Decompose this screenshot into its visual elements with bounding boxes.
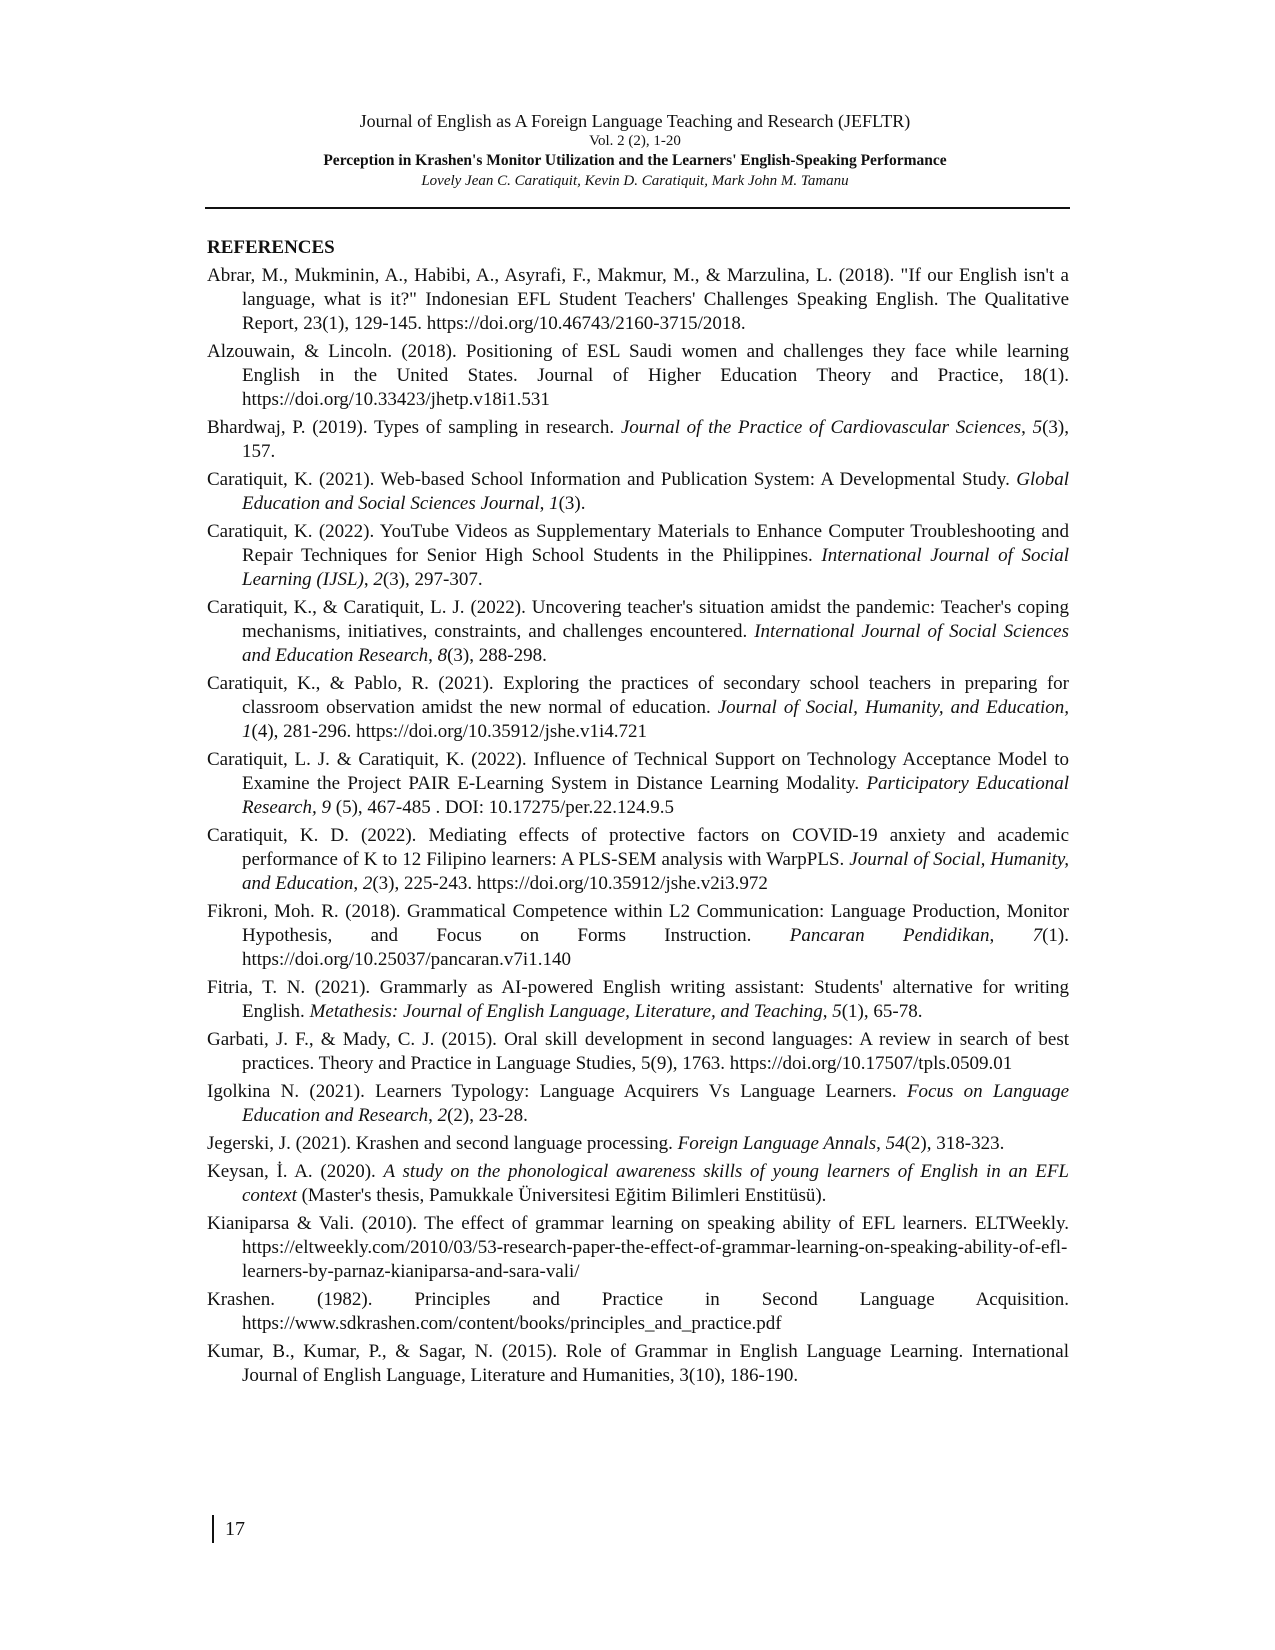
reference-text: , <box>353 873 363 894</box>
reference-text: Fikroni, Moh. R. (2018). Grammatical Competence within L2 Communication: Language Production, Monitor Hypothesis, and Focus on Forms Instruction. <box>207 901 1069 946</box>
reference-text: Keysan, İ. A. (2020). <box>207 1161 384 1182</box>
reference-entry <box>207 520 1069 592</box>
reference-text: (3), 225-243. https://doi.org/10.35912/jshe.v2i3.972 <box>372 873 768 894</box>
reference-text: , <box>822 1001 833 1022</box>
reference-entry <box>207 1212 1069 1284</box>
running-header <box>205 110 1065 191</box>
reference-text: , <box>876 1133 886 1154</box>
reference-italic-text: 7 <box>1032 925 1043 946</box>
reference-text: (3), 288-298. <box>447 645 547 666</box>
reference-entry <box>207 672 1069 744</box>
reference-entry <box>207 1132 1069 1156</box>
reference-italic-text: 54 <box>885 1133 905 1154</box>
reference-text: (3), 157. <box>242 417 1070 462</box>
reference-text: (3), 297-307. <box>382 569 483 590</box>
reference-text: Kianiparsa & Vali. (2010). The effect of grammar learning on speaking ability of EFL learners. ELTWeekly. https://eltweekly.com/2010/03/53-research-paper-the-effect-of-grammar-learning-on-speaking-ability-of-efl-learners-by-parnaz-kianiparsa-and-sara-vali/ <box>207 1213 1069 1282</box>
reference-text: (4), 281-296. https://doi.org/10.35912/jshe.v1i4.721 <box>251 721 647 742</box>
volume-info: Vol. 2 (2), 1-20 <box>589 133 681 149</box>
reference-text: Caratiquit, K., & Pablo, R. (2021). Exploring the practices of secondary school teachers in preparing for classroom observation amidst the new normal of education. <box>207 673 1069 718</box>
reference-entry <box>207 468 1069 516</box>
reference-entry <box>207 1160 1069 1208</box>
reference-text: (1). https://doi.org/10.25037/pancaran.v7i1.140 <box>242 925 1070 970</box>
reference-entry <box>207 900 1069 972</box>
reference-italic-text: Focus on Language Education and Research <box>242 1081 1069 1126</box>
reference-italic-text: 2 <box>362 873 373 894</box>
reference-italic-text: A study on the phonological awareness skills of young learners of English in an EFL context <box>242 1161 1069 1206</box>
reference-text: Caratiquit, L. J. & Caratiquit, K. (2022). Influence of Technical Support on Technology Acceptance Model to Examine the Project PAIR E-Learning System in Distance Learning Modality. <box>207 749 1069 794</box>
reference-text: Caratiquit, K. (2022). YouTube Videos as Supplementary Materials to Enhance Computer Troubleshooting and Repair Techniques for Senior High School Students in the Philippines. <box>207 521 1069 566</box>
reference-text: Igolkina N. (2021). Learners Typology: Language Acquirers Vs Language Learners. <box>207 1081 907 1102</box>
references-heading: REFERENCES <box>207 237 335 258</box>
reference-text: (3). <box>558 493 586 514</box>
reference-text: Kumar, B., Kumar, P., & Sagar, N. (2015). Role of Grammar in English Language Learning. International Journal of English Language, Literature and Humanities, 3(10), 186-190. <box>207 1341 1069 1386</box>
reference-text: (1), 65-78. <box>841 1001 923 1022</box>
reference-italic-text: Global Education and Social Sciences Journal <box>242 469 1069 514</box>
reference-entry <box>207 824 1069 896</box>
reference-list <box>207 264 1069 1388</box>
reference-italic-text: Journal of Social, Humanity, and Education <box>242 849 1069 894</box>
reference-text: , <box>1021 417 1033 438</box>
reference-entry <box>207 976 1069 1024</box>
reference-entry <box>207 748 1069 820</box>
reference-text: Krashen. (1982). Principles and Practice in Second Language Acquisition. https://www.sdkrashen.com/content/books/principles_and_practice.pdf <box>207 1289 1069 1334</box>
reference-text: Caratiquit, K. D. (2022). Mediating effects of protective factors on COVID-19 anxiety and academic performance of K to 12 Filipino learners: A PLS-SEM analysis with WarpPLS. <box>207 825 1069 870</box>
reference-text: Fitria, T. N. (2021). Grammarly as AI-powered English writing assistant: Students' alternative for writing English. <box>207 977 1069 1022</box>
page-number-rule <box>212 1515 214 1543</box>
reference-entry <box>207 416 1069 464</box>
references-section <box>207 236 1069 1392</box>
reference-entry <box>207 264 1069 336</box>
reference-text: (2), 23-28. <box>447 1105 528 1126</box>
reference-text: , <box>428 1105 438 1126</box>
reference-italic-text: Journal of Social, Humanity, and Education, 1 <box>242 697 1070 742</box>
reference-text: (2), 318-323. <box>904 1133 1005 1154</box>
reference-text: , <box>363 569 374 590</box>
reference-italic-text: Pancaran Pendidikan <box>789 925 990 946</box>
reference-text: (Master's thesis, Pamukkale Üniversitesi Eğitim Bilimleri Enstitüsü). <box>296 1185 827 1206</box>
author-list: Lovely Jean C. Caratiquit, Kevin D. Caratiquit, Mark John M. Tamanu <box>421 173 849 189</box>
reference-italic-text: Foreign Language Annals <box>677 1133 877 1154</box>
reference-italic-text: 2 <box>373 569 383 590</box>
reference-entry <box>207 1080 1069 1128</box>
reference-italic-text: 8 <box>437 645 448 666</box>
reference-text: Alzouwain, & Lincoln. (2018). Positioning of ESL Saudi women and challenges they face while learning English in the United States. Journal of Higher Education Theory and Practice, 18(1). https://doi.org/10.33423/jhetp.v18i1.531 <box>207 341 1069 410</box>
header-divider <box>205 207 1070 209</box>
reference-text: , <box>989 925 1033 946</box>
reference-italic-text: Journal of the Practice of Cardiovascular Sciences <box>620 417 1022 438</box>
reference-italic-text: 5 <box>1032 417 1043 438</box>
reference-entry <box>207 1028 1069 1076</box>
reference-italic-text: Metathesis: Journal of English Language, Literature, and Teaching <box>309 1001 823 1022</box>
reference-italic-text: Participatory Educational Research, 9 <box>242 773 1069 818</box>
reference-text: Caratiquit, K. (2021). Web-based School Information and Publication System: A Developmental Study. <box>207 469 1017 490</box>
page-number: 17 <box>225 1518 245 1540</box>
reference-text: Jegerski, J. (2021). Krashen and second language processing. <box>207 1133 678 1154</box>
reference-entry <box>207 340 1069 412</box>
reference-text: (5), 467-485 . DOI: 10.17275/per.22.124.9.5 <box>331 797 675 818</box>
reference-text: Bhardwaj, P. (2019). Types of sampling in research. <box>207 417 621 438</box>
journal-name: Journal of English as A Foreign Language Teaching and Research (JEFLTR) <box>359 111 911 131</box>
reference-text: Garbati, J. F., & Mady, C. J. (2015). Oral skill development in second languages: A review in search of best practices. Theory and Practice in Language Studies, 5(9), 1763. https://doi.org/10.17507/tpls.0509.01 <box>207 1029 1069 1074</box>
reference-text: Caratiquit, K., & Caratiquit, L. J. (2022). Uncovering teacher's situation amidst the pandemic: Teacher's coping mechanisms, initiatives, constraints, and challenges encountered. <box>207 597 1069 642</box>
reference-italic-text: 5 <box>832 1001 842 1022</box>
reference-text: , <box>539 493 550 514</box>
reference-entry <box>207 1288 1069 1336</box>
reference-entry <box>207 596 1069 668</box>
reference-italic-text: International Journal of Social Learning (IJSL) <box>242 545 1069 590</box>
reference-italic-text: 1 <box>549 493 559 514</box>
reference-italic-text: 2 <box>437 1105 448 1126</box>
reference-entry <box>207 1340 1069 1388</box>
article-title: Perception in Krashen's Monitor Utilization and the Learners' English-Speaking Performance <box>323 152 947 169</box>
reference-text: Abrar, M., Mukminin, A., Habibi, A., Asyrafi, F., Makmur, M., & Marzulina, L. (2018). "If our English isn't a language, what is it?" Indonesian EFL Student Teachers' Challenges Speaking English. The Qualitative Report, 23(1), 129-145. https://doi.org/10.46743/2160-3715/2018. <box>207 265 1069 334</box>
reference-italic-text: International Journal of Social Sciences and Education Research <box>242 621 1069 666</box>
reference-text: , <box>428 645 438 666</box>
